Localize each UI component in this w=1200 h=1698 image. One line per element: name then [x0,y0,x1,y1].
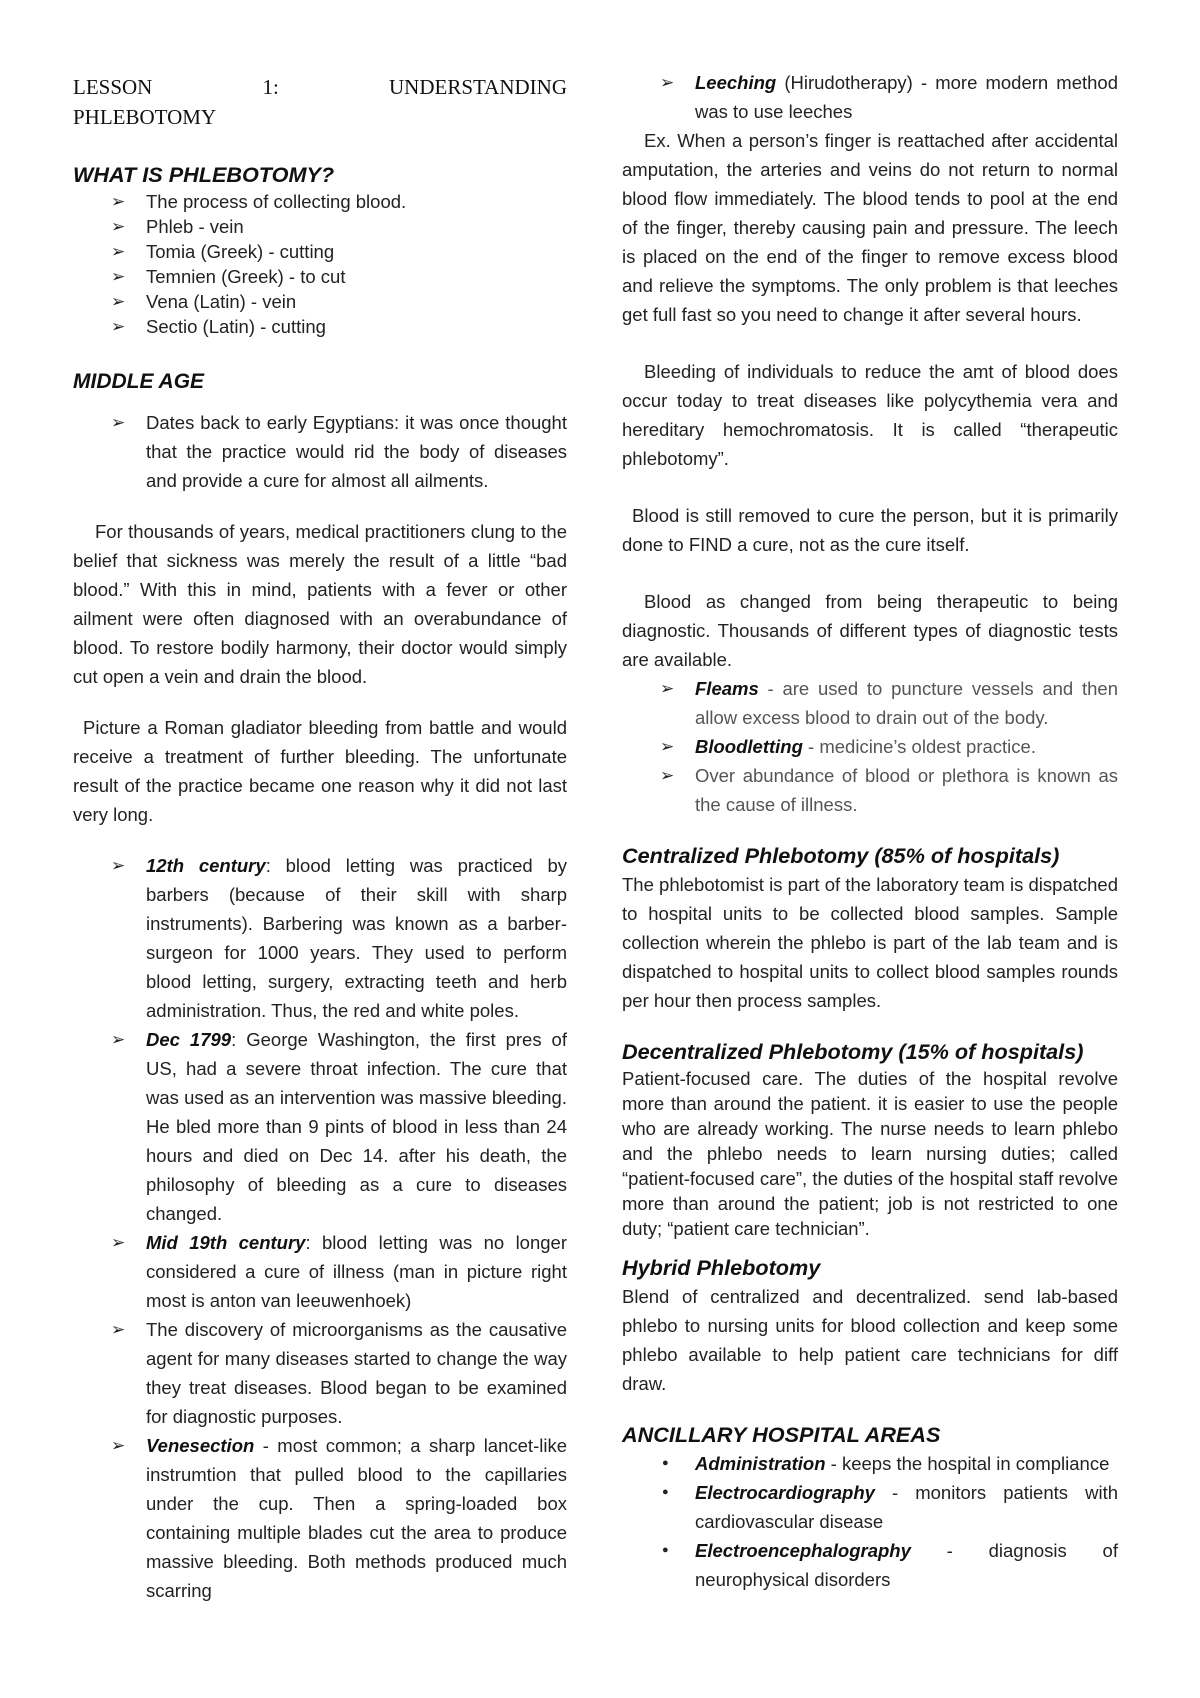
decentralized-heading: Decentralized Phlebotomy (15% of hospitals) [622,1039,1084,1064]
list-item [73,1431,567,1605]
title-word-lesson: LESSON [73,75,153,99]
middle-age-heading: MIDDLE AGE [73,370,205,393]
bad-blood-paragraph: For thousands of years, medical practitioners clung to the belief that sickness was merely the result of a little “bad blood.” With this in mind, patients with a fever or other ailment were often diagnosed with an overabundance of blood. To restore bodily harmony, their doctor would simply cut open a vein and drain the blood. [73,521,567,687]
list-item [73,1228,567,1315]
list-item [73,851,567,1025]
centralized-heading: Centralized Phlebotomy (85% of hospitals) [622,843,1060,868]
list-item [73,1025,567,1228]
definition: : blood letting was practiced by barbers (because of their skill with sharp instruments). Barbering was known as a barber-surgeon for 1000 years. They used to perform blood letting, surgery, extracting teeth and herb administration. Thus, the red and white poles. [146,855,567,1021]
left-column [73,62,567,1658]
definition: (Hirudotherapy) - more modern method was to use leeches [695,72,1118,122]
leech-example-paragraph: Ex. When a person’s finger is reattached after accidental amputation, the arteries and veins do not return to normal blood flow immediately. The blood tends to pool at the end of the finger, thereby causing pain and pressure. The leech is placed on the end of the finger to remove excess blood and relieve the symptoms. The only problem is that leeches get full fast so you need to change it after several hours. [622,130,1118,325]
title-line-2: PHLEBOTOMY [73,105,217,129]
definition: - diagnosis of neurophysical disorders [695,1540,1118,1590]
right-column [622,62,1118,1658]
term: Electroencephalography [695,1540,911,1561]
term: 12th century [146,855,266,876]
term: Administration [695,1453,826,1474]
term: Leeching [695,72,777,93]
list-item: ➢ Sectio (Latin) - cutting [73,314,567,339]
what-is-heading: WHAT IS PHLEBOTOMY? [73,162,335,187]
what-is-list [73,189,567,339]
list-item [622,674,1118,732]
middle-age-list [73,408,567,495]
ancillary-heading: ANCILLARY HOSPITAL AREAS [622,1422,941,1447]
list-item [622,1449,1118,1478]
list-item [622,68,1118,126]
list-item: ➢ Over abundance of blood or plethora is known as the cause of illness. [622,761,1118,819]
term: Venesection [146,1435,255,1456]
list-item: ➢ The discovery of microorganisms as the causative agent for many diseases started to change the way they treat diseases. Blood began to be examined for diagnostic purposes. [73,1315,567,1431]
term: Dec 1799 [146,1029,232,1050]
definition: - monitors patients with cardiovascular disease [695,1482,1118,1532]
list-item [622,732,1118,761]
therapy-list [622,674,1118,819]
definition: - most common; a sharp lancet-like instrumtion that pulled blood to the capillaries under the cup. Then a spring-loaded box containing multiple blades cut the area to produce massive bleeding. Both methods produced much scarring [146,1435,567,1601]
ancillary-list [622,1449,1118,1594]
centralized-text: The phlebotomist is part of the laboratory team is dispatched to hospital units to be collected blood samples. Sample collection wherein the phlebo is part of the lab team and is dispatched to hospital units to collect blood samples rounds per hour then process samples. [622,874,1118,1011]
list-item: ➢ Tomia (Greek) - cutting [73,239,567,264]
history-list [73,851,567,1605]
definition: - are used to puncture vessels and then allow excess blood to drain out of the body. [695,678,1118,728]
list-item: ➢ Dates back to early Egyptians: it was once thought that the practice would rid the body of diseases and provide a cure for almost all ailments. [73,408,567,495]
diagnostic-paragraph: Blood as changed from being therapeutic to being diagnostic. Thousands of different types of diagnostic tests are available. [622,591,1118,670]
list-item: ➢ Vena (Latin) - vein [73,289,567,314]
gladiator-paragraph: Picture a Roman gladiator bleeding from battle and would receive a treatment of further bleeding. The unfortunate result of the practice became one reason why it did not last very long. [73,717,567,825]
definition: - keeps the hospital in compliance [825,1453,1110,1474]
leeching-list [622,68,1118,126]
definition: - medicine’s oldest practice. [802,736,1036,757]
list-item: ➢ The process of collecting blood. [73,189,567,214]
definition: : George Washington, the first pres of US, had a severe throat infection. The cure that was used as an intervention was massive bleeding. He bled more than 9 pints of blood in less than 24 hours and died on Dec 14. after his death, the philosophy of bleeding as a cure to diseases changed. [146,1029,567,1224]
term: Fleams [695,678,759,699]
hybrid-heading: Hybrid Phlebotomy [622,1255,821,1280]
therapeutic-paragraph: Bleeding of individuals to reduce the amt of blood does occur today to treat diseases like polycythemia vera and hereditary hemochromatosis. It is called “therapeutic phlebotomy”. [622,361,1118,469]
title-word-number: 1: [262,75,279,99]
title-word-understanding: UNDERSTANDING [389,75,567,99]
list-item: ➢ Temnien (Greek) - to cut [73,264,567,289]
term: Bloodletting [695,736,803,757]
lesson-title [73,72,567,132]
definition: : blood letting was no longer considered a cure of illness (man in picture right most is anton van leeuwenhoek) [146,1232,568,1311]
list-item [622,1478,1118,1536]
list-item: ➢ Phleb - vein [73,214,567,239]
term: Electrocardiography [695,1482,875,1503]
decentralized-text: Patient-focused care. The duties of the hospital revolve more than around the patient. it is easier to use the people who are already working. The nurse needs to learn phlebo and the phlebo needs to learn nursing duties; called “patient-focused care”, the duties of the hospital staff revolve more than around the patient; job is not restricted to one duty; “patient care technician”. [622,1068,1118,1239]
hybrid-text: Blend of centralized and decentralized. send lab-based phlebo to nursing units for blood collection and keep some phlebo available to help patient care technicians for diff draw. [622,1286,1118,1394]
find-cure-paragraph: Blood is still removed to cure the person, but it is primarily done to FIND a cure, not as the cure itself. [622,505,1118,555]
term: Mid 19th century [146,1232,306,1253]
list-item [622,1536,1118,1594]
